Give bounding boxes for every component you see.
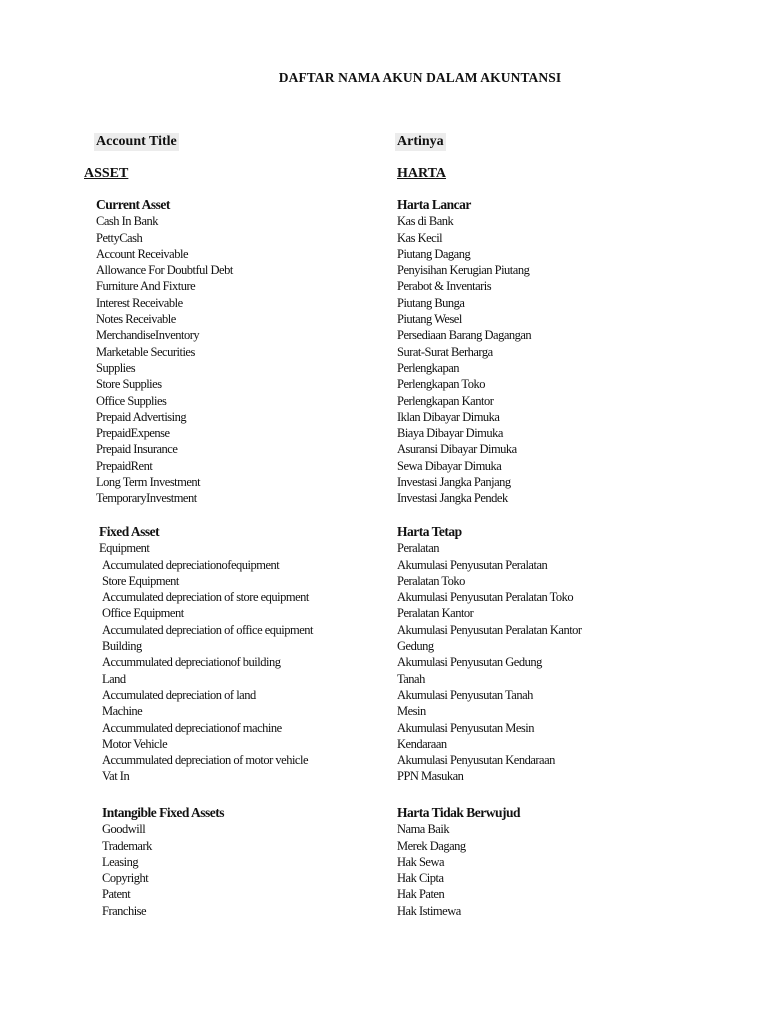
harta-tidak-berwujud-list xyxy=(397,805,520,919)
list-item: Hak Paten xyxy=(397,887,445,902)
list-item: Office Equipment xyxy=(102,606,184,621)
document-title: DAFTAR NAMA AKUN DALAM AKUNTANSI xyxy=(278,70,562,85)
list-item: Accummulated depreciationof machine xyxy=(102,720,282,735)
harta-lancar-list xyxy=(397,197,531,507)
list-item: Patent xyxy=(102,887,131,902)
current-asset-list xyxy=(96,197,233,507)
list-item: Piutang Wesel xyxy=(397,312,462,327)
list-item: Penyisihan Kerugian Piutang xyxy=(397,263,530,278)
list-item: Franchise xyxy=(102,903,147,918)
list-item: Sewa Dibayar Dimuka xyxy=(397,458,502,473)
list-item: Prepaid Advertising xyxy=(96,409,187,424)
list-item: Land xyxy=(102,671,126,686)
list-item: Accumulated depreciationofequipment xyxy=(102,557,280,572)
group-heading-intangible-fixed-assets: Intangible Fixed Assets xyxy=(102,805,225,820)
list-item: Accummulated depreciation of motor vehicle xyxy=(102,753,308,768)
list-item: TemporaryInvestment xyxy=(96,491,197,506)
list-item: Piutang Dagang xyxy=(397,246,471,261)
list-item: Tanah xyxy=(397,671,425,686)
list-item: Gedung xyxy=(397,639,434,654)
list-item: Trademark xyxy=(102,838,152,853)
intangible-fixed-assets-list xyxy=(102,805,224,919)
list-item: Leasing xyxy=(102,854,139,869)
list-item: Kas di Bank xyxy=(397,214,454,229)
list-item: Akumulasi Penyusutan Kendaraan xyxy=(397,753,555,768)
list-item: Accummulated depreciationof building xyxy=(102,655,281,670)
list-item: Interest Receivable xyxy=(96,295,183,310)
list-item: Akumulasi Penyusutan Tanah xyxy=(397,687,533,702)
column-header-artinya: Artinya xyxy=(397,134,444,149)
list-item: Accumulated depreciation of office equipment xyxy=(102,622,314,637)
list-item: Investasi Jangka Panjang xyxy=(397,475,511,490)
list-item: Store Equipment xyxy=(102,573,179,588)
list-item: Akumulasi Penyusutan Gedung xyxy=(397,655,542,670)
list-item: Perlengkapan Kantor xyxy=(397,393,494,408)
list-item: Hak Sewa xyxy=(397,854,445,869)
list-item: Peralatan xyxy=(397,541,440,556)
list-item: Vat In xyxy=(102,769,130,784)
list-item: Allowance For Doubtful Debt xyxy=(96,263,233,278)
list-item: Accumulated depreciation of land xyxy=(102,687,256,702)
list-item: Iklan Dibayar Dimuka xyxy=(397,409,500,424)
group-heading-harta-lancar: Harta Lancar xyxy=(397,197,471,212)
list-item: Piutang Bunga xyxy=(397,295,465,310)
list-item: Goodwill xyxy=(102,822,146,837)
list-item: Office Supplies xyxy=(96,393,167,408)
list-item: Cash In Bank xyxy=(96,214,159,229)
list-item: PettyCash xyxy=(96,230,143,245)
list-item: Biaya Dibayar Dimuka xyxy=(397,426,503,441)
list-item: PrepaidExpense xyxy=(96,426,170,441)
list-item: Akumulasi Penyusutan Peralatan Toko xyxy=(397,590,574,605)
list-item: Akumulasi Penyusutan Peralatan xyxy=(397,557,548,572)
list-item: Marketable Securities xyxy=(96,344,195,359)
list-item: Notes Receivable xyxy=(96,312,176,327)
list-item: Merek Dagang xyxy=(397,838,466,853)
list-item: PrepaidRent xyxy=(96,458,153,473)
list-item: Surat-Surat Berharga xyxy=(397,344,493,359)
list-item: Peralatan Toko xyxy=(397,573,465,588)
list-item: Long Term Investment xyxy=(96,475,201,490)
list-item: Furniture And Fixture xyxy=(96,279,196,294)
list-item: Prepaid Insurance xyxy=(96,442,178,457)
list-item: Akumulasi Penyusutan Mesin xyxy=(397,720,534,735)
fixed-asset-list xyxy=(99,524,313,785)
list-item: Accumulated depreciation of store equipment xyxy=(102,590,309,605)
harta-tetap-list xyxy=(397,524,582,785)
list-item: Mesin xyxy=(397,704,426,719)
list-item: Motor Vehicle xyxy=(102,736,168,751)
list-item: Supplies xyxy=(96,360,136,375)
list-item: Perlengkapan Toko xyxy=(397,377,485,392)
group-heading-harta-tidak-berwujud: Harta Tidak Berwujud xyxy=(397,805,521,820)
list-item: Equipment xyxy=(99,541,150,556)
group-heading-fixed-asset: Fixed Asset xyxy=(99,524,160,539)
list-item: Copyright xyxy=(102,871,149,886)
list-item: Asuransi Dibayar Dimuka xyxy=(397,442,517,457)
group-heading-current-asset: Current Asset xyxy=(96,197,170,212)
column-header-account-title: Account Title xyxy=(96,134,177,149)
list-item: Building xyxy=(102,639,142,654)
list-item: Hak Cipta xyxy=(397,871,444,886)
list-item: PPN Masukan xyxy=(397,769,464,784)
list-item: Investasi Jangka Pendek xyxy=(397,491,508,506)
list-item: Perabot & Inventaris xyxy=(397,279,492,294)
group-heading-harta-tetap: Harta Tetap xyxy=(397,524,462,539)
list-item: Persediaan Barang Dagangan xyxy=(397,328,532,343)
list-item: Peralatan Kantor xyxy=(397,606,474,621)
list-item: Hak Istimewa xyxy=(397,903,461,918)
list-item: Akumulasi Penyusutan Peralatan Kantor xyxy=(397,622,582,637)
list-item: Account Receivable xyxy=(96,246,188,261)
list-item: Kas Kecil xyxy=(397,230,443,245)
list-item: Store Supplies xyxy=(96,377,162,392)
list-item: Nama Baik xyxy=(397,822,450,837)
section-heading-harta: HARTA xyxy=(397,166,447,181)
list-item: Kendaraan xyxy=(397,736,447,751)
list-item: MerchandiseInventory xyxy=(96,328,200,343)
list-item: Perlengkapan xyxy=(397,360,460,375)
section-heading-asset: ASSET xyxy=(84,166,129,181)
list-item: Machine xyxy=(102,704,143,719)
